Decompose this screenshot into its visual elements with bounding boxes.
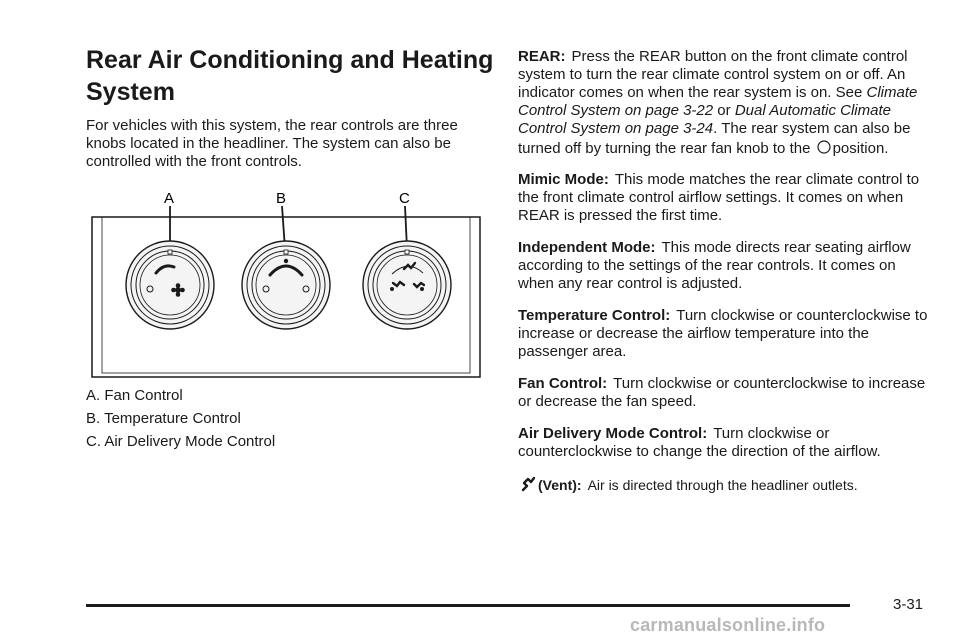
temperature-control-knob — [242, 241, 330, 329]
vent-text: Air is directed through the headliner outlets. — [587, 477, 858, 493]
independent-mode-paragraph — [518, 239, 930, 293]
air-delivery-text: Turn clockwise or counterclockwise to change the direction of the airflow. — [518, 425, 881, 460]
temperature-control-text: Turn clockwise or counterclockwise to increase or decrease the airflow temperature into the passenger area. — [518, 307, 928, 360]
mimic-mode-text: This mode matches the rear climate control to the front climate control airflow settings. It comes on when REAR is pressed the first time. — [518, 171, 920, 224]
mimic-mode-paragraph — [518, 171, 930, 225]
temperature-control-paragraph — [518, 307, 930, 361]
independent-mode-term: Independent Mode: — [518, 239, 656, 256]
callout-b: B — [276, 190, 287, 207]
page-title: Rear Air Conditioning and Heating System — [86, 46, 494, 106]
climate-control-link[interactable]: Climate Control System on page 3-22 — [518, 84, 918, 119]
figure-legend — [86, 387, 496, 451]
rear-paragraph — [518, 48, 930, 161]
legend-item: A. Fan Control — [86, 387, 183, 404]
callout-c: C — [399, 190, 410, 207]
fan-off-icon — [817, 138, 831, 161]
rear-text-3: position. — [832, 140, 889, 157]
left-column — [86, 44, 496, 456]
legend-item: B. Temperature Control — [86, 410, 241, 427]
fan-control-knob — [126, 241, 214, 329]
watermark: carmanualsonline.info — [630, 615, 826, 635]
air-delivery-paragraph — [518, 425, 930, 461]
air-delivery-mode-knob — [363, 241, 451, 329]
page-number: 3-31 — [893, 596, 924, 613]
legend-item: C. Air Delivery Mode Control — [86, 433, 276, 450]
air-delivery-term: Air Delivery Mode Control: — [518, 425, 708, 442]
fan-control-text: Turn clockwise or counterclockwise to increase or decrease the fan speed. — [518, 375, 926, 410]
mimic-mode-term: Mimic Mode: — [518, 171, 609, 188]
vent-icon — [520, 475, 536, 497]
rear-controls-figure — [86, 189, 486, 379]
intro-paragraph: For vehicles with this system, the rear controls are three knobs located in the headliner. The system can also be controlled with the front controls. — [86, 117, 458, 170]
right-column — [518, 48, 930, 511]
footer-rule — [86, 604, 850, 607]
independent-mode-text: This mode directs rear seating airflow according to the settings of the rear controls. It comes on when any rear control is adjusted. — [518, 239, 911, 292]
temperature-control-term: Temperature Control: — [518, 307, 671, 324]
fan-control-term: Fan Control: — [518, 375, 608, 392]
rear-text: Press the REAR button on the front climate control system to turn the rear climate control system on or off. An indicator comes on when the rear system is on. See — [518, 48, 908, 101]
rear-text-2: . The rear system can also be turned off by turning the rear fan knob to the — [518, 120, 911, 157]
rear-term: REAR: — [518, 48, 566, 65]
callout-a: A — [164, 190, 175, 207]
rear-or: or — [717, 102, 731, 119]
fan-control-paragraph — [518, 375, 930, 411]
vent-paragraph — [518, 475, 930, 497]
vent-term: (Vent): — [538, 477, 582, 493]
headliner-panel-illustration — [86, 189, 486, 379]
dual-climate-control-link[interactable]: Dual Automatic Climate Control System on page 3-24 — [518, 102, 891, 137]
